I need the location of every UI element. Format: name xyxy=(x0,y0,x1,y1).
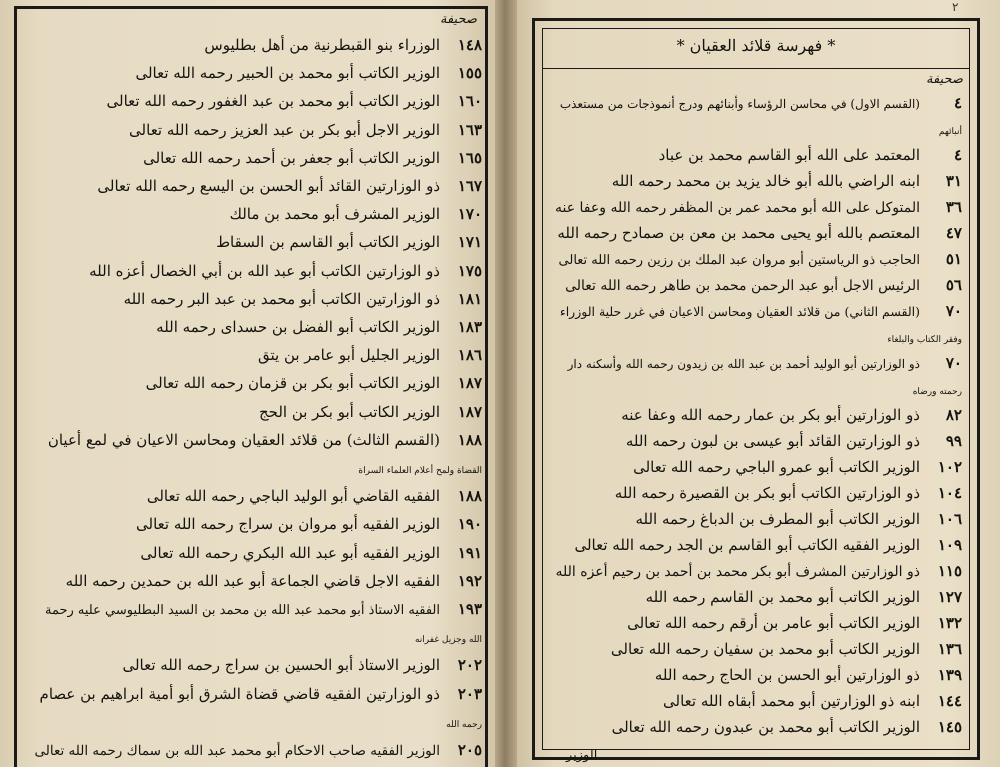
left-index-entry xyxy=(34,513,482,535)
left-index-page-number: ١٩٣ xyxy=(457,600,482,618)
left-index-entry-text: رحمه الله xyxy=(446,719,482,730)
right-index-entry xyxy=(554,144,962,166)
right-index-entry-text: ذو الوزارتين القائد أبو عيسى بن لبون رحمه الله xyxy=(625,432,920,450)
left-index-entry-text: الوزير الكاتب أبو بكر بن الحج xyxy=(258,402,440,421)
right-index-entry xyxy=(554,716,962,738)
left-index-page-number: ١٨٣ xyxy=(457,318,482,336)
left-index-page-number: ١٨٧ xyxy=(457,374,482,393)
left-index-entry xyxy=(34,34,482,56)
right-index-page-number: ٥٦ xyxy=(945,276,962,294)
left-index-page-number: ١٦٠ xyxy=(457,92,482,111)
left-index-entry-text: الوزير المشرف أبو محمد بن مالك xyxy=(229,205,440,224)
left-index-entry xyxy=(34,62,482,84)
right-index-entry xyxy=(554,638,962,660)
right-index-entry-text: الرئيس الاجل أبو عبد الرحمن محمد بن طاهر رحمه الله تعالى xyxy=(565,278,920,294)
right-index-entry xyxy=(554,690,962,712)
left-index-page-number: ٢٠٢ xyxy=(457,656,482,675)
left-index-entry xyxy=(34,739,482,762)
right-index-page-number: ١٠٦ xyxy=(937,510,962,528)
right-index-entry-text: ابنه ذو الوزارتين أبو محمد أبقاه الله تعالى xyxy=(663,692,920,710)
right-index-entry xyxy=(554,352,962,375)
left-index-page-number: ١٤٨ xyxy=(457,36,482,54)
left-index-entry xyxy=(34,231,482,253)
right-index-entry xyxy=(554,118,1000,143)
right-index-entry-text: ذو الوزارتين أبو الوليد أحمد بن عبد الله بن زيدون رحمه الله وأسكنه دار xyxy=(567,357,920,371)
left-index-entry-text: الوزير الفقيه أبو مروان بن سراج رحمه الله تعالى xyxy=(136,515,440,534)
right-index-page-number: ١٠٤ xyxy=(937,484,962,502)
right-index-entry-text: (القسم الاول) في محاسن الرؤساء وأبنائهم ودرج أنموذجات من مستعذب xyxy=(559,97,920,111)
page-corner-mark: ٢ xyxy=(952,0,959,14)
left-index-entry-text: الوزير الكاتب أبو محمد بن عبد الغفور رحمه الله تعالى xyxy=(106,92,440,111)
right-index-entry xyxy=(554,248,962,272)
right-index-entry-text: ذو الوزارتين أبو الحسن بن الحاج رحمه الله xyxy=(654,666,920,684)
left-index-entry-text: الفقيه الاجل قاضي الجماعة أبو عبد الله بن حمدين رحمه الله xyxy=(65,571,440,590)
right-index-page-number: ١٠٩ xyxy=(937,536,962,554)
left-index-entry xyxy=(34,147,482,169)
right-index-page-number: ٧٠ xyxy=(945,354,962,372)
left-index-entry-text: الوزير الكاتب أبو محمد بن الحبير رحمه الله تعالى xyxy=(135,64,440,83)
left-index-entry-text: (القسم الثالث) من قلائد العقيان ومحاسن الاعيان في لمع أعيان xyxy=(47,430,440,449)
right-index-entry-text: الوزير الكاتب أبو محمد بن عبدون رحمه الله تعالى xyxy=(611,718,920,736)
right-index-entry xyxy=(554,378,1000,403)
left-index-entry-text: الوزراء بنو القبطرنية من أهل بطليوس xyxy=(204,36,440,54)
right-index-entry-text: ذو الوزارتين المشرف أبو بكر محمد بن أحمد بن رحيم أعزه الله xyxy=(555,564,920,580)
right-index-page-number: ١٢٧ xyxy=(937,588,962,606)
right-index-entry-text: المعتصم بالله أبو يحيى محمد بن معن بن صمادح رحمه الله xyxy=(557,224,920,242)
left-index-entry xyxy=(34,203,482,225)
left-index-entry-text: ذو الوزارتين الكاتب أبو عبد الله بن أبي الخصال أعزه الله xyxy=(89,261,440,280)
right-index-entry xyxy=(554,430,962,452)
index-title: * فهرسة قلائد العقيان * xyxy=(676,36,836,55)
left-index-page-number: ١٨٨ xyxy=(457,487,482,506)
left-index-page-number: ٢٠٥ xyxy=(457,741,482,759)
left-index-page-number: ١٨١ xyxy=(457,289,482,308)
left-index-entry xyxy=(34,457,524,482)
left-index-entry xyxy=(34,626,524,651)
left-index-entry xyxy=(34,570,482,592)
right-index-page-number: ٨٢ xyxy=(945,406,962,424)
left-index-page-number: ١٦٥ xyxy=(457,148,482,167)
left-index-entry xyxy=(34,683,482,705)
left-index-entry-text: الوزير الكاتب أبو القاسم بن السقاط xyxy=(216,233,440,252)
right-index-page-number: ١١٥ xyxy=(937,562,962,580)
left-index-entry xyxy=(34,119,482,141)
left-index-entry xyxy=(34,175,482,197)
left-index-entry-text: القضاة ولمح أعلام العلماء السراة xyxy=(358,466,482,476)
left-index-entry xyxy=(34,598,482,622)
right-index-entry xyxy=(554,586,962,608)
left-index-entry xyxy=(34,711,524,736)
right-index-entry-text: أنبائهم xyxy=(938,127,962,137)
right-index-entry xyxy=(554,508,962,530)
right-index-entry-text: (القسم الثاني) من قلائد العقيان ومحاسن الاعيان في غرر حلية الوزراء xyxy=(559,304,920,319)
left-index-entry-text: الفقيه القاضي أبو الوليد الباجي رحمه الله تعالى xyxy=(146,487,440,506)
left-index-entry-text: الوزير الاجل أبو بكر بن عبد العزيز رحمه الله تعالى xyxy=(129,120,440,139)
right-index-page-number: ١٠٢ xyxy=(937,458,962,476)
right-index-entry-text: الحاجب ذو الرياستين أبو مروان عبد الملك بن رزين رحمه الله تعالى xyxy=(558,253,920,268)
left-index-entry xyxy=(34,429,482,451)
right-index-entry-text: الوزير الكاتب أبو محمد بن القاسم رحمه الله xyxy=(645,588,920,606)
right-index-page-number: ١٣٩ xyxy=(937,666,962,684)
right-index-entry-text: الوزير الكاتب أبو محمد بن سفيان رحمه الله تعالى xyxy=(610,640,920,658)
left-index-entry-text: الوزير الاستاذ أبو الحسين بن سراج رحمه الله تعالى xyxy=(122,656,440,675)
right-index-entry xyxy=(554,482,962,504)
right-index-entry xyxy=(554,274,962,297)
right-index-entry xyxy=(554,534,962,556)
right-index-entry xyxy=(554,404,962,426)
left-index-entry-text: الوزير الكاتب أبو جعفر بن أحمد رحمه الله تعالى xyxy=(143,148,440,167)
right-index-entry-text: الوزير الفقيه الكاتب أبو القاسم بن الجد رحمه الله تعالى xyxy=(574,536,920,554)
right-index-page-number: ١٤٤ xyxy=(937,692,962,710)
left-index-page-number: ١٧٠ xyxy=(457,205,482,224)
right-index-page-number: ٤ xyxy=(953,146,962,164)
right-index-entry-text: رحمته ورضاه xyxy=(912,387,962,397)
right-title-rule xyxy=(542,68,970,69)
right-index-page-number: ٩٩ xyxy=(945,432,962,450)
right-index-entry xyxy=(554,326,1000,351)
left-index-entry-text: الوزير الجليل أبو عامر بن يتق xyxy=(257,346,440,365)
left-index-entry xyxy=(34,260,482,282)
right-index-entry-text: المتوكل على الله أبو محمد عمر بن المظفر رحمه الله وعفا عنه xyxy=(555,200,920,216)
right-index-page-number: ٥١ xyxy=(945,250,962,268)
right-index-page-number: ٣١ xyxy=(945,172,962,190)
right-index-entry xyxy=(554,222,962,244)
left-index-page-number: ١٨٨ xyxy=(457,430,482,449)
right-index-entry xyxy=(554,456,962,478)
left-page-column-label: صحيفة xyxy=(440,12,477,27)
right-page-column-label: صحيفة xyxy=(926,72,963,87)
right-index-entry-text: الوزير الكاتب أبو عامر بن أرقم رحمه الله تعالى xyxy=(627,614,920,632)
right-index-page-number: ١٤٥ xyxy=(937,718,962,736)
left-index-page-number: ١٦٣ xyxy=(457,120,482,139)
left-index-entry-text: الفقيه الاستاذ أبو محمد عبد الله بن محمد بن السيد البطليوسي عليه رحمة xyxy=(44,603,440,618)
right-index-entry-text: وفقر الكتاب والبلغاء xyxy=(887,335,962,345)
right-index-page-number: ١٣٦ xyxy=(937,640,962,658)
left-index-entry-text: الوزير الفقيه أبو عبد الله البكري رحمه الله تعالى xyxy=(140,543,440,562)
right-index-entry xyxy=(554,196,962,219)
left-index-entry xyxy=(34,542,482,564)
left-index-entry xyxy=(34,288,482,310)
left-index-page-number: ١٨٧ xyxy=(457,402,482,421)
right-index-entry xyxy=(554,92,962,115)
right-index-entry xyxy=(554,170,962,192)
right-index-entry xyxy=(554,612,962,634)
right-index-entry-text: ذو الوزارتين أبو بكر بن عمار رحمه الله وعفا عنه xyxy=(621,406,920,424)
left-index-page-number: ١٨٦ xyxy=(457,346,482,365)
right-index-page-number: ٤٧ xyxy=(945,224,962,242)
catchword: الوزير xyxy=(566,748,598,763)
left-index-page-number: ١٩٠ xyxy=(457,515,482,534)
right-index-entry-text: ذو الوزارتين الكاتب أبو بكر بن القصيرة رحمه الله xyxy=(614,484,920,502)
left-index-entry xyxy=(34,372,482,394)
left-index-entry-text: ذو الوزارتين الكاتب أبو محمد بن عبد البر رحمه الله xyxy=(123,289,440,308)
left-index-entry-text: الله وجزيل غفرانه xyxy=(414,635,482,646)
left-index-page-number: ٢٠٣ xyxy=(457,684,482,703)
right-index-entry-text: المعتمد على الله أبو القاسم محمد بن عباد xyxy=(658,146,920,164)
left-index-entry xyxy=(34,316,482,338)
right-index-page-number: ١٣٢ xyxy=(937,614,962,632)
left-index-entry-text: ذو الوزارتين الفقيه قاضي قضاة الشرق أبو أمية ابراهيم بن عصام xyxy=(39,684,440,703)
left-index-entry xyxy=(34,654,482,676)
left-index-page-number: ١٩١ xyxy=(457,543,482,562)
left-index-page-number: ١٥٥ xyxy=(457,64,482,83)
left-index-entry-text: ذو الوزارتين القائد أبو الحسن بن اليسع رحمه الله تعالى xyxy=(97,177,440,195)
right-index-entry xyxy=(554,664,962,686)
left-index-page-number: ١٧٥ xyxy=(457,261,482,280)
right-index-entry xyxy=(554,300,962,323)
right-index-page-number: ٧٠ xyxy=(945,302,962,320)
right-index-page-number: ٣٦ xyxy=(945,198,962,216)
left-index-entry xyxy=(34,90,482,112)
left-index-page-number: ١٧١ xyxy=(457,233,482,252)
left-index-entry xyxy=(34,344,482,366)
right-index-entry-text: الوزير الكاتب أبو المطرف بن الدباغ رحمه الله xyxy=(635,510,920,528)
left-index-entry-text: الوزير الكاتب أبو بكر بن قزمان رحمه الله تعالى xyxy=(145,374,440,393)
left-index-entry-text: الوزير الفقيه صاحب الاحكام أبو محمد عبد الله بن سماك رحمه الله تعالى xyxy=(34,743,440,759)
left-index-entry xyxy=(34,401,482,423)
left-index-page-number: ١٩٢ xyxy=(457,571,482,590)
right-index-entry xyxy=(554,560,962,583)
left-index-entry xyxy=(34,485,482,507)
book-gutter xyxy=(495,0,517,767)
right-index-entry-text: الوزير الكاتب أبو عمرو الباجي رحمه الله تعالى xyxy=(633,458,920,476)
right-index-entry-text: ابنه الراضي بالله أبو خالد يزيد بن محمد رحمه الله xyxy=(611,172,920,190)
right-index-page-number: ٤ xyxy=(953,94,962,112)
left-index-entry-text: الوزير الكاتب أبو الفضل بن حسداى رحمه الله xyxy=(156,318,440,336)
left-index-page-number: ١٦٧ xyxy=(457,177,482,195)
